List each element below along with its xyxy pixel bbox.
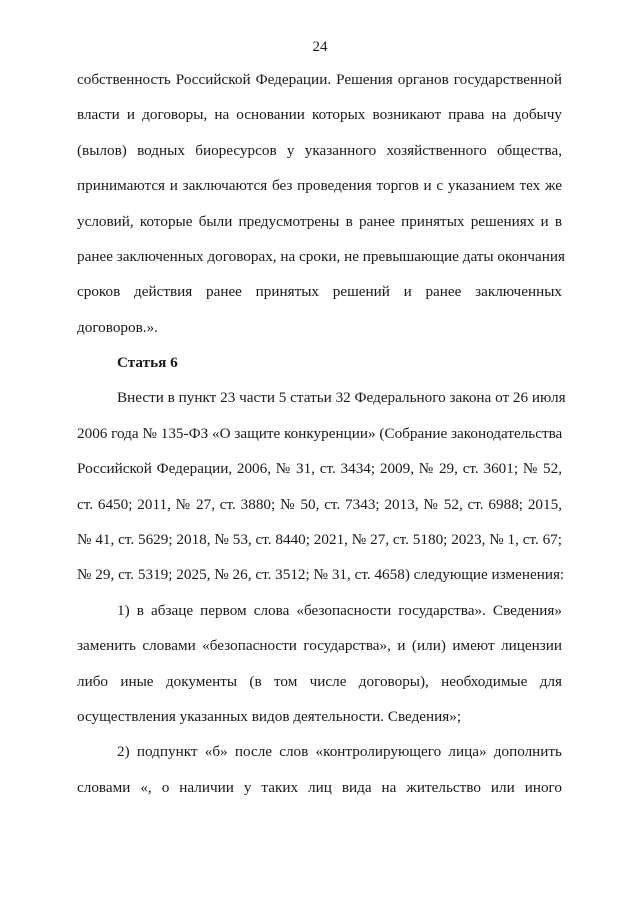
article-heading: Статья 6 <box>117 354 178 371</box>
text-line: договоров.». <box>77 318 158 336</box>
text-line: собственность Российской Федерации. Решения органов государственной <box>77 71 562 88</box>
text-line: принимаются и заключаются без проведения торгов и с указанием тех же <box>77 177 562 195</box>
continuation-paragraph <box>77 70 565 353</box>
text-line: № 41, ст. 5629; 2018, № 53, ст. 8440; 2021, № 27, ст. 5180; 2023, № 1, ст. 67; <box>77 530 562 548</box>
text-line: заменить словами «безопасности государства», и (или) имеют лицензии <box>77 637 562 655</box>
text-line: Российской Федерации, 2006, № 31, ст. 3434; 2009, № 29, ст. 3601; № 52, <box>77 460 562 478</box>
text-line: сроков действия ранее принятых решений и ранее заключенных <box>77 283 562 301</box>
text-line: 2) подпункт «б» после слов «контролирующего лица» дополнить <box>117 743 562 761</box>
article-6 <box>77 353 566 813</box>
text-line: ст. 6450; 2011, № 27, ст. 3880; № 50, ст. 7343; 2013, № 52, ст. 6988; 2015, <box>77 495 562 513</box>
text-line: осуществления указанных видов деятельности. Сведения»; <box>77 707 462 725</box>
text-line: (вылов) водных биоресурсов у указанного хозяйственного общества, <box>77 141 562 159</box>
text-line: Внести в пункт 23 части 5 статьи 32 Федерального закона от 26 июля <box>117 389 566 407</box>
page-number: 24 <box>312 39 328 55</box>
text-line: ранее заключенных договорах, на сроки, не превышающие даты окончания <box>77 247 565 265</box>
text-line: власти и договоры, на основании которых возникают права на добычу <box>77 106 562 124</box>
text-line: 2006 года № 135-ФЗ «О защите конкуренции» (Собрание законодательства <box>77 424 563 442</box>
text-line: № 29, ст. 5319; 2025, № 26, ст. 3512; № 31, ст. 4658) следующие изменения: <box>77 566 565 584</box>
text-line: 1) в абзаце первом слова «безопасности государства». Сведения» <box>117 601 562 619</box>
text-line: либо иные документы (в том числе договоры), необходимые для <box>77 672 562 690</box>
text-line: условий, которые были предусмотрены в ранее принятых решениях и в <box>77 212 562 230</box>
text-line: словами «, о наличии у таких лиц вида на жительство или иного <box>77 778 562 796</box>
